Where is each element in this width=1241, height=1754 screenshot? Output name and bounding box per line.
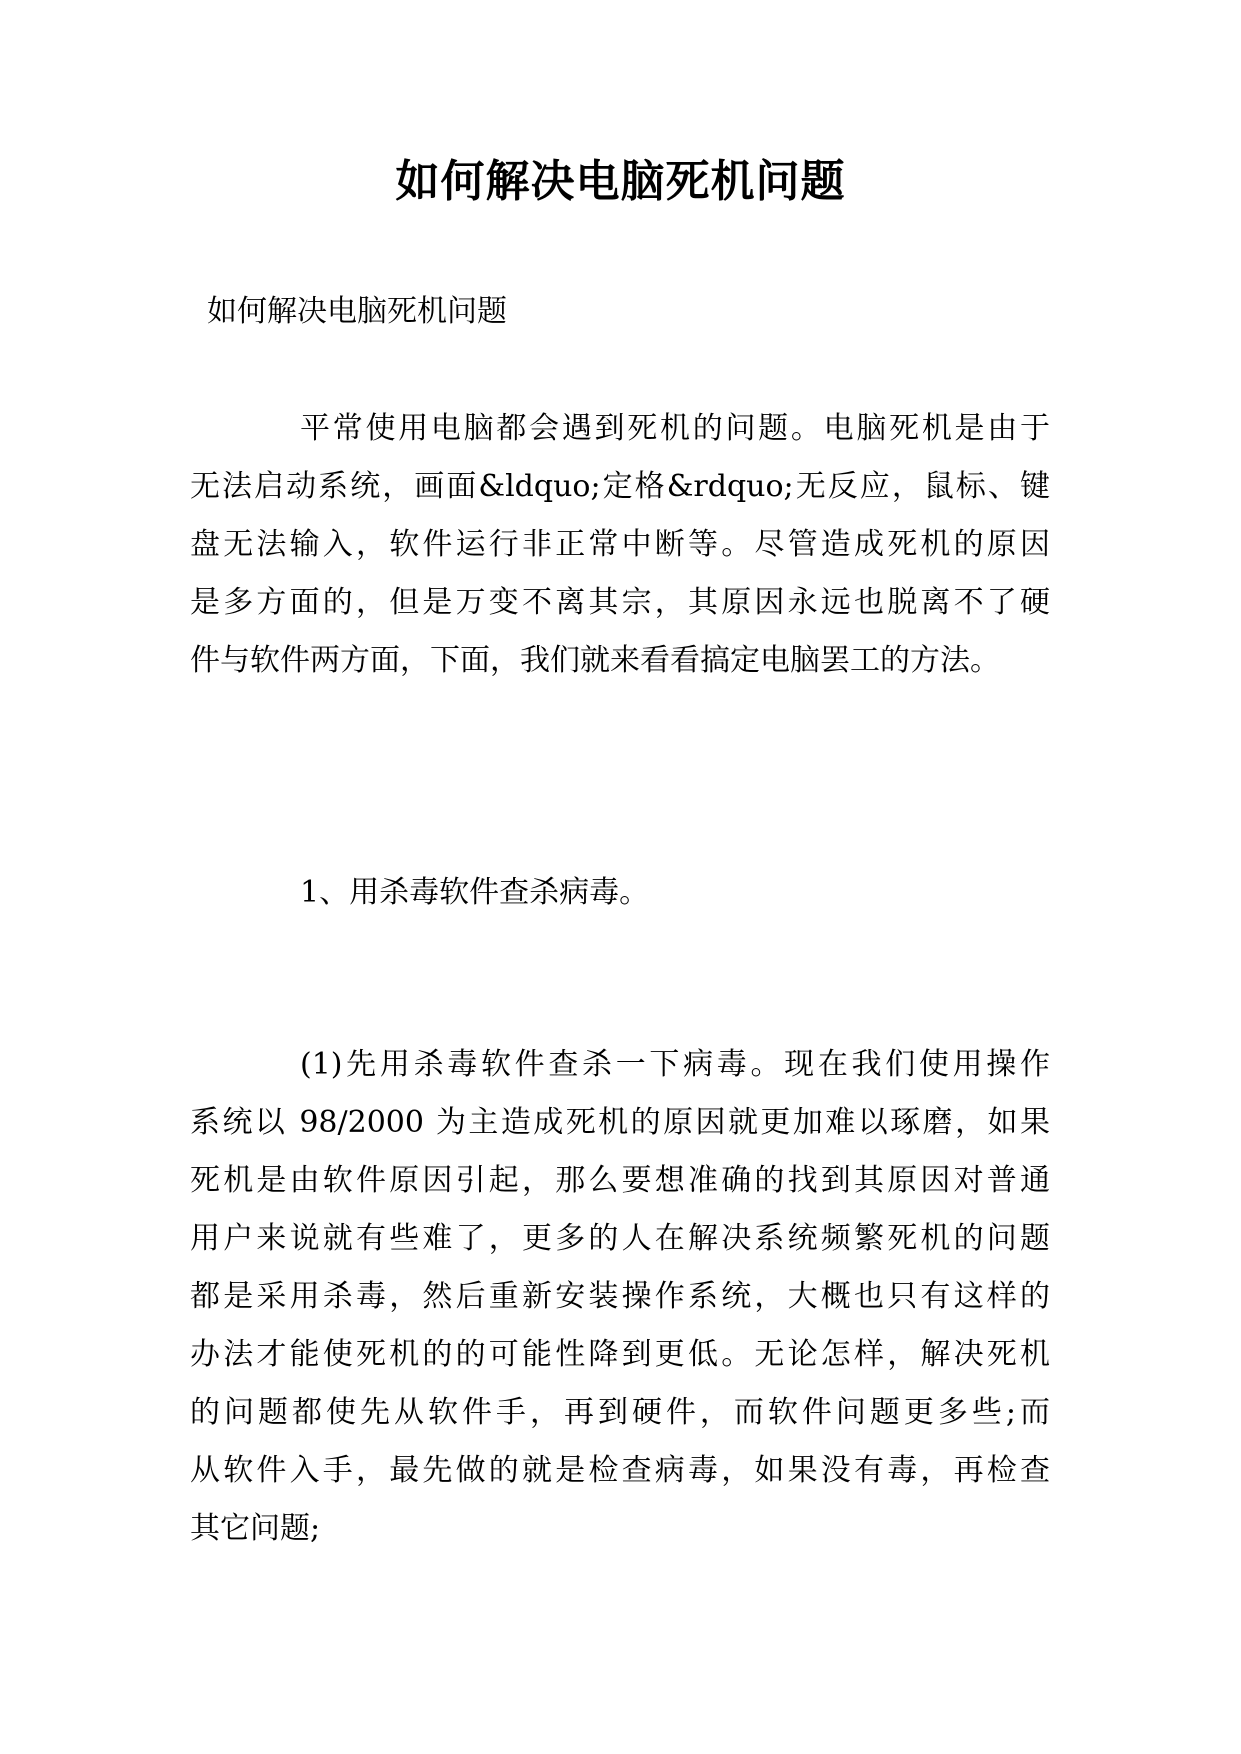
paragraph-line: 系统以 98/2000 为主造成死机的原因就更加难以琢磨，如果 [190,1105,1050,1140]
paragraph-line: 是多方面的，但是万变不离其宗，其原因永远也脱离不了硬 [190,585,1050,620]
paragraph-line: 其它问题; [190,1511,321,1546]
paragraph-line: 办法才能使死机的的可能性降到更低。无论怎样，解决死机 [190,1337,1050,1372]
paragraph-line: 死机是由软件原因引起，那么要想准确的找到其原因对普通 [190,1163,1050,1198]
paragraph-line: (1)先用杀毒软件查杀一下病毒。现在我们使用操作 [300,1047,1050,1082]
document-subtitle: 如何解决电脑死机问题 [207,294,507,329]
intro-paragraph [190,400,1050,690]
paragraph-line: 平常使用电脑都会遇到死机的问题。电脑死机是由于 [300,411,1050,446]
paragraph-line: 从软件入手，最先做的就是检查病毒，如果没有毒，再检查 [190,1453,1050,1488]
paragraph-line: 无法启动系统，画面&ldquo;定格&rdquo;无反应，鼠标、键 [190,469,1050,504]
paragraph-line: 都是采用杀毒，然后重新安装操作系统，大概也只有这样的 [190,1279,1050,1314]
section-heading [300,864,1160,922]
section-heading-text: 1、用杀毒软件查杀病毒。 [300,875,650,910]
document-title: 如何解决电脑死机问题 [395,156,846,207]
paragraph-line: 件与软件两方面，下面，我们就来看看搞定电脑罢工的方法。 [190,643,1000,678]
step-paragraph [190,1036,1050,1558]
paragraph-line: 用户来说就有些难了，更多的人在解决系统频繁死机的问题 [190,1221,1050,1256]
paragraph-line: 的问题都使先从软件手，再到硬件，而软件问题更多些;而 [190,1395,1050,1430]
paragraph-line: 盘无法输入，软件运行非正常中断等。尽管造成死机的原因 [190,527,1050,562]
